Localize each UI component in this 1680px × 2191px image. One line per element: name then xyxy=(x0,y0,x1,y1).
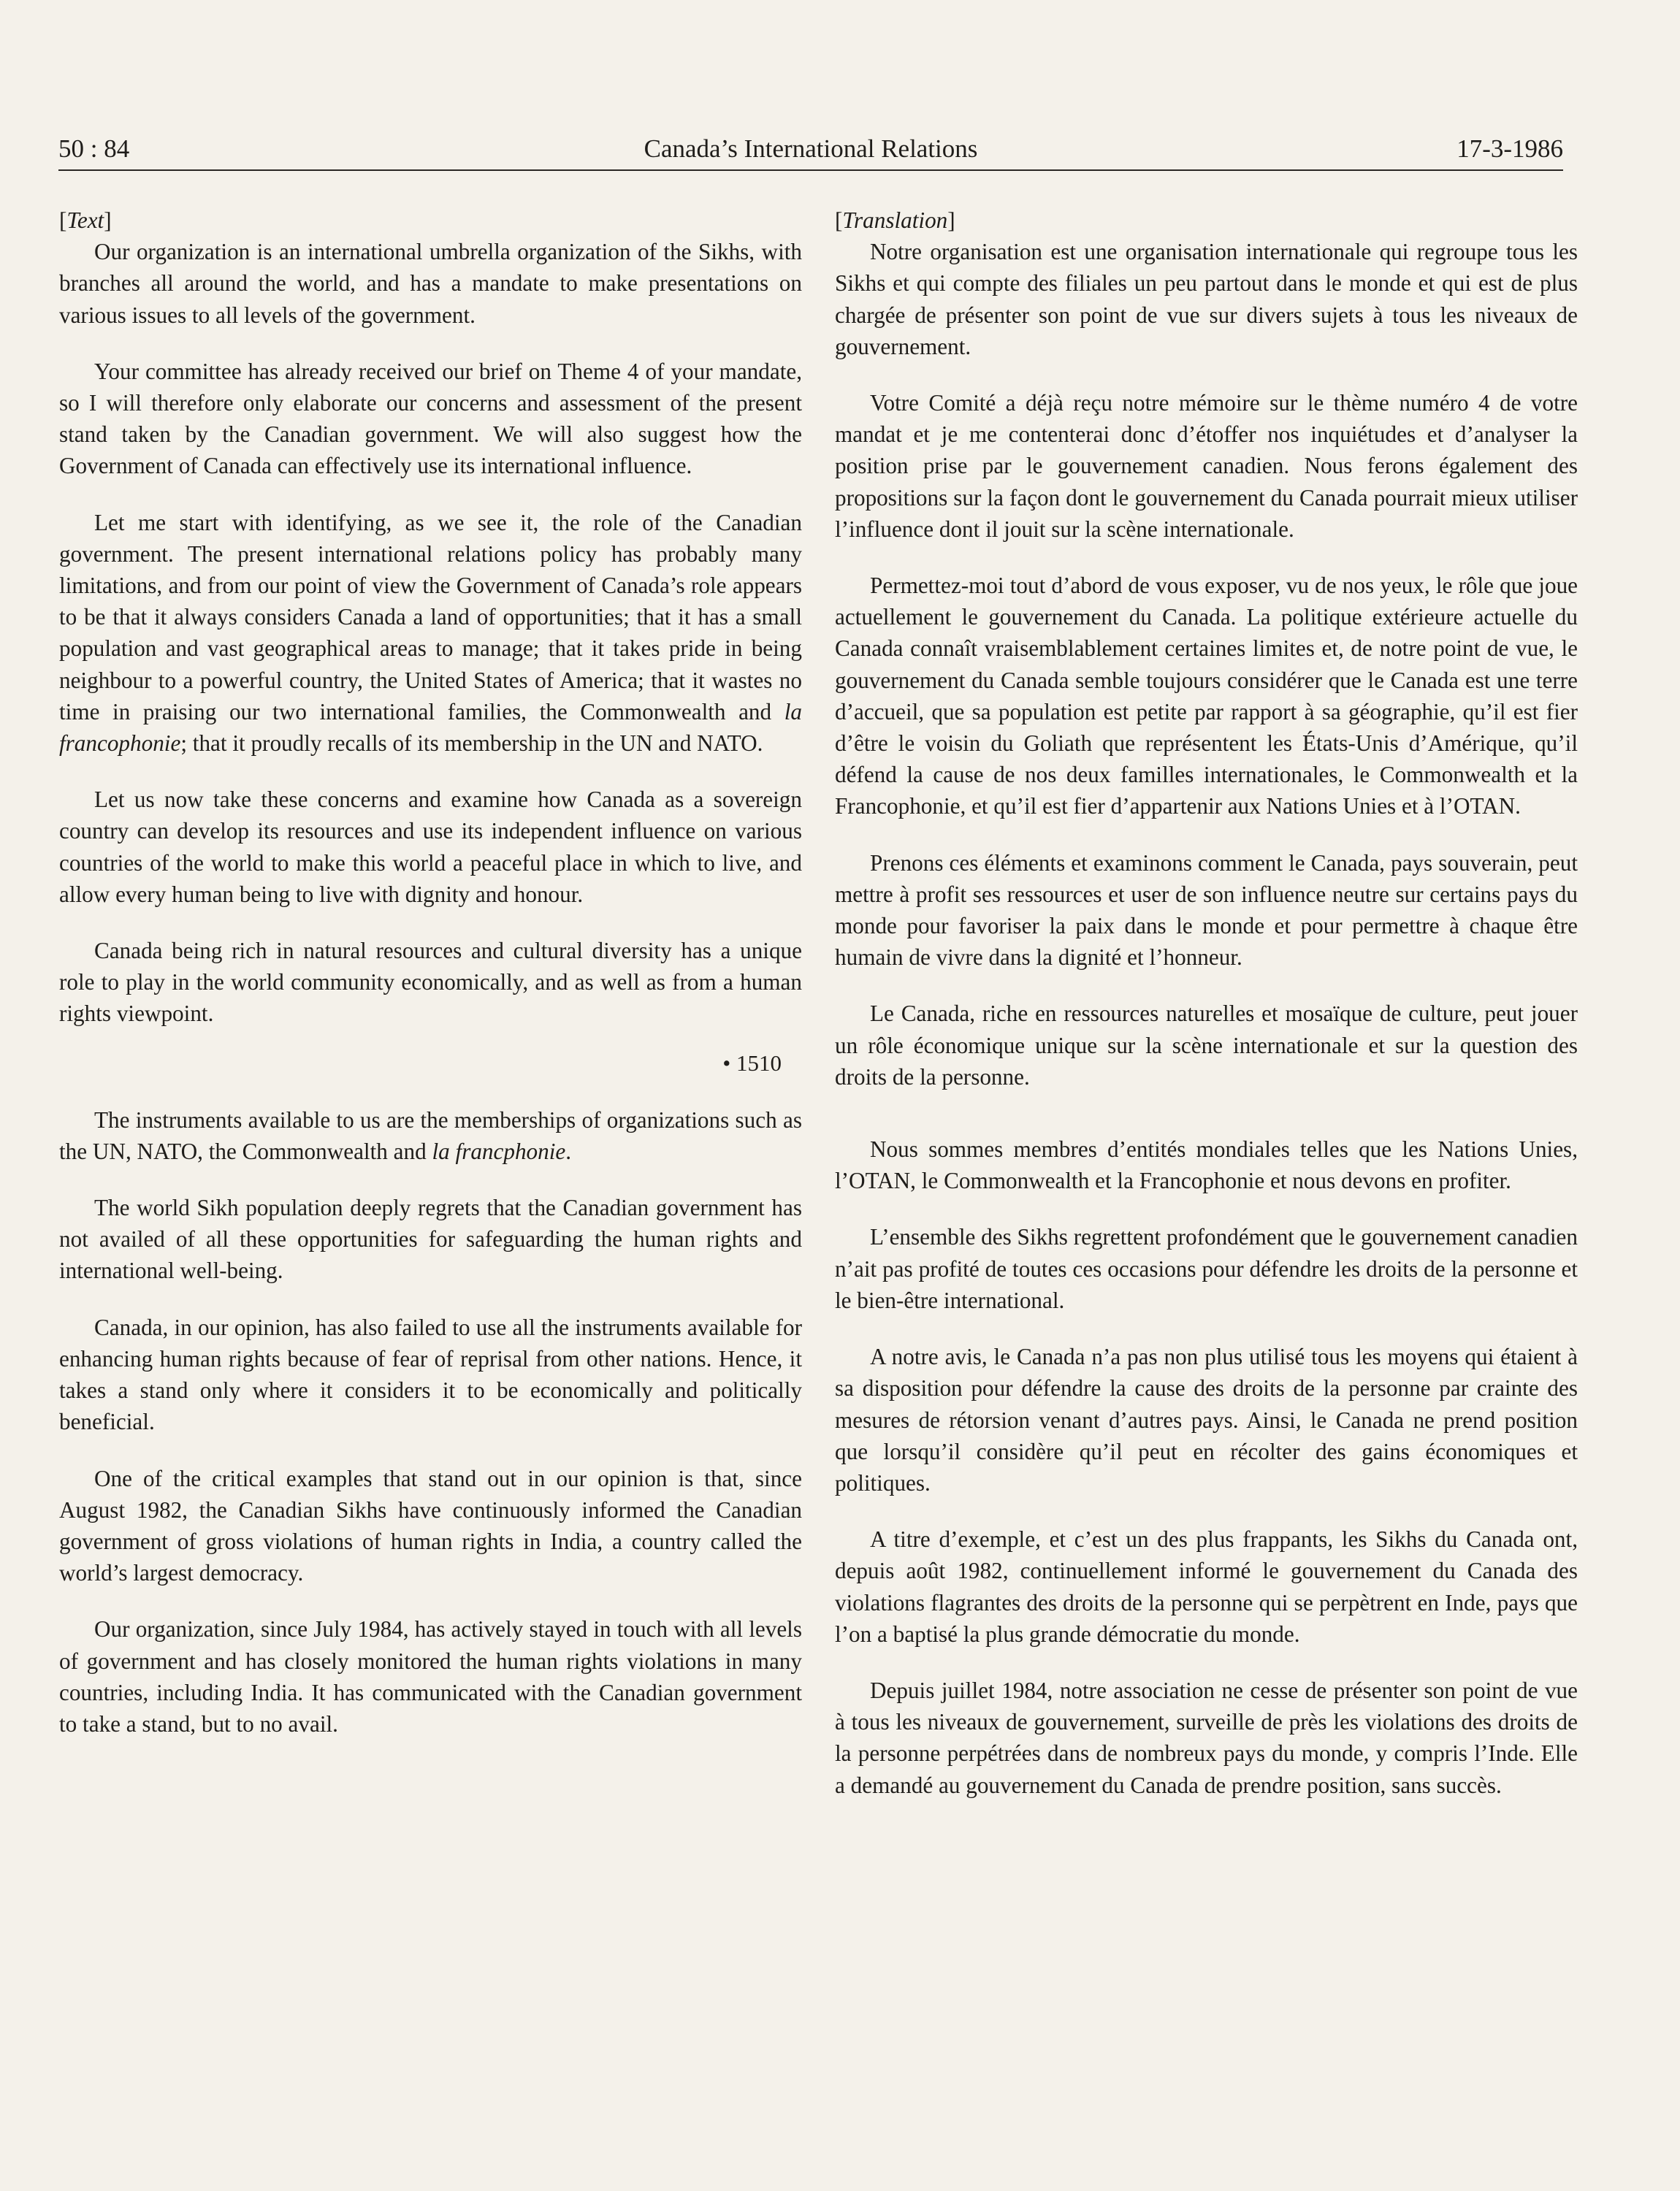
paragraph: Your committee has already received our brief on Theme 4 of your mandate, so I will therefore only elaborate our concerns and assessment of the present stand taken by the Canadian government. We will also suggest how the Government of Canada can effectively use its international influence. xyxy=(59,358,802,479)
paragraph: The world Sikh population deeply regrets that the Canadian government has not availed of all these opportunities for safeguarding the human rights and international well-being. xyxy=(59,1195,802,1284)
paragraph: L’ensemble des Sikhs regrettent profondément que le gouvernement canadien n’ait pas profité de toutes ces occasions pour défendre les droits de la personne et le bien-être international. xyxy=(835,1224,1578,1313)
running-title: Canada’s International Relations xyxy=(644,134,978,163)
english-column xyxy=(59,204,802,1764)
paragraph: Notre organisation est une organisation internationale qui regroupe tous les Sikhs et qui compte des filiales un peu partout dans le monde et qui est de plus chargée de présenter son point de vue sur divers sujets à tous les niveaux de gouvernement. xyxy=(835,239,1578,359)
column-label: [Text] xyxy=(59,207,112,233)
paragraph: One of the critical examples that stand out in our opinion is that, since August 1982, the Canadian Sikhs have continuously informed the Canadian government of gross violations of human rights in India, a country called the world’s largest democracy. xyxy=(59,1465,802,1586)
page-header xyxy=(58,130,1563,168)
paragraph: Permettez-moi tout d’abord de vous exposer, vu de nos yeux, le rôle que joue actuellement le gouvernement du Canada. La politique extérieure actuelle du Canada connaît vraisemblablement certaines limites et, de notre point de vue, le gouvernement du Canada semble toujours considérer que le Canada est une terre d’accueil, que sa population est petite par rapport à sa géographie, qu’il est fier d’être le voisin du Goliath que représentent les États-Unis d’Amérique, qu’il défend la cause de nos deux familles internationales, le Commonwealth et la Francophonie, et qu’il est fier d’appartenir aux Nations Unies et à l’OTAN. xyxy=(835,573,1578,819)
paragraph: Prenons ces éléments et examinons comment le Canada, pays souverain, peut mettre à profit ses ressources et user de son influence neutre sur certains pays du monde pour favoriser la paix dans le monde et pour permettre à chaque être humain de vivre dans la dignité et l’honneur. xyxy=(835,849,1578,971)
header-rule xyxy=(58,169,1563,171)
paragraph: Depuis juillet 1984, notre association ne cesse de présenter son point de vue à tous les niveaux de gouvernement, surveille de près les violations des droits de la personne perpétrées dans de nombreux pays du monde, y compris l’Inde. Elle a demandé au gouvernement du Canada de prendre position, sans succès. xyxy=(835,1677,1578,1798)
paragraph: Votre Comité a déjà reçu notre mémoire sur le thème numéro 4 de votre mandat et je me contenterai donc d’étoffer nos inquiétudes et d’analyser la position prise par le gouvernement canadien. Nous ferons également des propositions sur la façon dont le gouvernement du Canada pourrait mieux utiliser l’influence dont il jouit sur la scène internationale. xyxy=(835,390,1578,542)
paragraph: Le Canada, riche en ressources naturelles et mosaïque de culture, peut jouer un rôle économique unique sur la scène internationale et sur la question des droits de la personne. xyxy=(835,1001,1578,1090)
time-marker: • 1510 xyxy=(722,1049,782,1076)
paragraph: A titre d’exemple, et c’est un des plus frappants, les Sikhs du Canada ont, depuis août 1982, continuellement informé le gouvernement du Canada des violations flagrantes des droits de la personne qui se perpètrent en Inde, pays que l’on a baptisé la plus grande démocratie du monde. xyxy=(835,1526,1578,1647)
page-date: 17-3-1986 xyxy=(1456,134,1563,163)
paragraph: Canada, in our opinion, has also failed to use all the instruments available for enhancing human rights because of fear of reprisal from other nations. Hence, it takes a stand only where it considers it to be economically and politically beneficial. xyxy=(59,1314,802,1435)
paragraph: Our organization is an international umbrella organization of the Sikhs, with branches all around the world, and has a mandate to make presentations on various issues to all levels of the government. xyxy=(59,239,802,328)
paragraph: Our organization, since July 1984, has actively stayed in touch with all levels of government and has closely monitored the human rights violations in many countries, including India. It has communicated with the Canadian government to take a stand, but to no avail. xyxy=(59,1616,802,1737)
paragraph: The instruments available to us are the memberships of organizations such as the UN, NATO, the Commonwealth and la francphonie. xyxy=(59,1106,802,1164)
page-number: 50 : 84 xyxy=(58,134,130,163)
paragraph: Let us now take these concerns and examine how Canada as a sovereign country can develop its resources and use its independent influence on various countries of the world to make this world a peaceful place in which to live, and allow every human being to live with dignity and honour. xyxy=(59,787,802,907)
paragraph: A notre avis, le Canada n’a pas non plus utilisé tous les moyens qui étaient à sa disposition pour défendre la cause des droits de la personne par crainte des mesures de rétorsion venant d’autres pays. Ainsi, le Canada ne prend position que lorsqu’il considère qu’il peut en récolter des gains économiques et politiques. xyxy=(835,1344,1578,1496)
paragraph: Canada being rich in natural resources and cultural diversity has a unique role to play in the world community economically, and as well as from a human rights viewpoint. xyxy=(59,938,802,1027)
column-label: [Translation] xyxy=(835,207,955,233)
french-column xyxy=(835,204,1578,1826)
paragraph: Let me start with identifying, as we see it, the role of the Canadian government. The present international relations policy has probably many limitations, and from our point of view the Government of Canada’s role appears to be that it always considers Canada a land of opportunities; that it has a small population and vast geographical areas to manage; that it takes pride in being neighbour to a powerful country, the United States of America; that it wastes no time in praising our two international families, the Commonwealth and la francophonie; that it proudly recalls of its membership in the UN and NATO. xyxy=(59,509,802,757)
paragraph: Nous sommes membres d’entités mondiales telles que les Nations Unies, l’OTAN, le Commonwealth et la Francophonie et nous devons en profiter. xyxy=(835,1136,1578,1194)
